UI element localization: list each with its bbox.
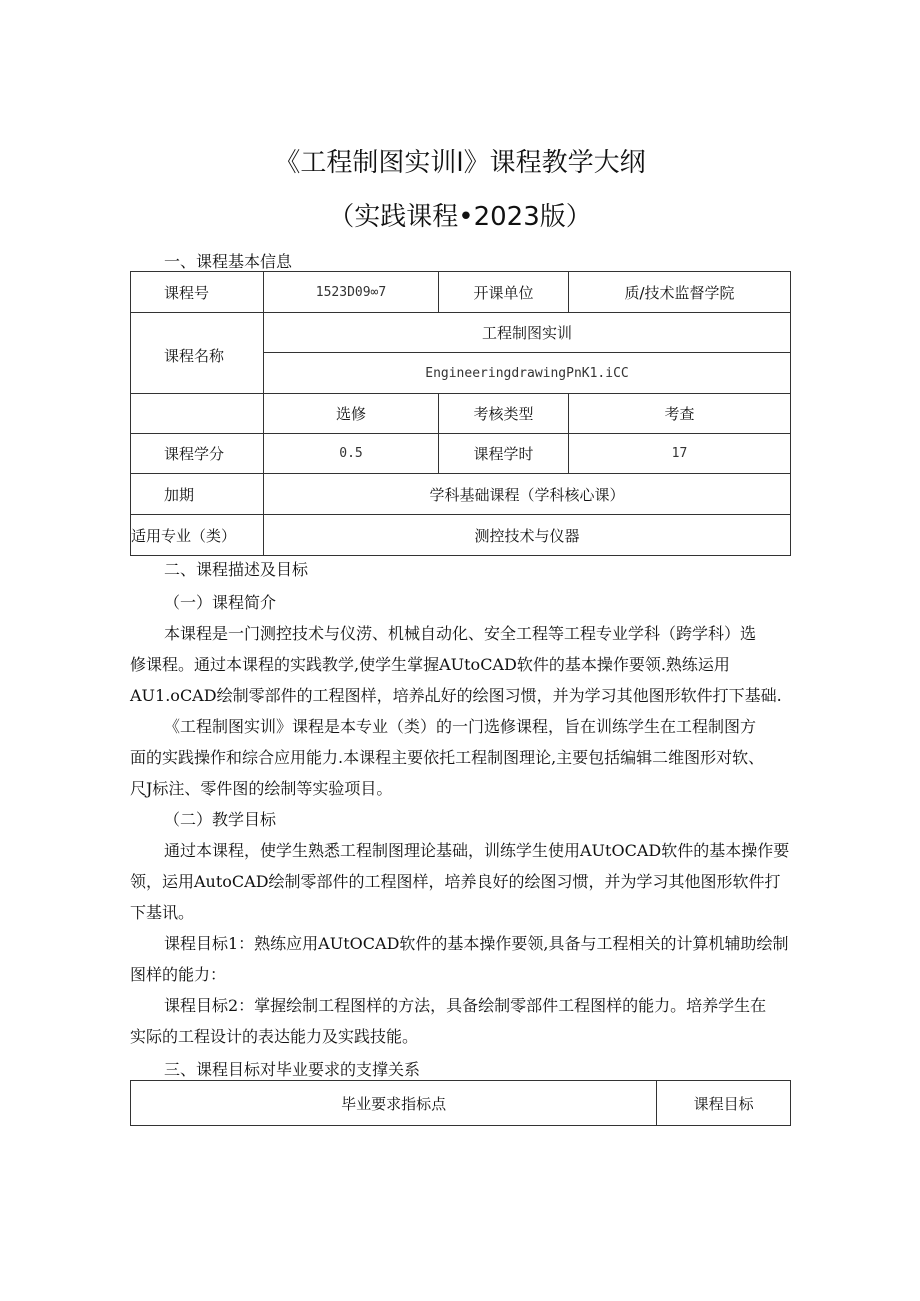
intro-line: 修课程。通过本课程的实践教学,使学生掌握AUtoCAD软件的基本操作要领.熟练运用: [130, 655, 730, 674]
intro-line: 本课程是一门测控技术与仪涝、机械自动化、安全工程等工程专业学科（跨学科）选: [164, 624, 757, 643]
support-col-goal: 课程目标: [657, 1081, 791, 1126]
unit-label: 开课单位: [439, 272, 569, 313]
period-value: 学科基础课程（学科核心课）: [264, 474, 791, 515]
course-type-value: 选修: [264, 394, 439, 434]
goal-line: 领，运用AutoCAD绘制零部件的工程图样，培养良好的绘图习惯，并为学习其他图形软件打: [130, 872, 781, 891]
goal-line: 图样的能力：: [130, 965, 227, 984]
intro-line: AU1.oCAD绘制零部件的工程图样，培养乩好的绘图习惯，并为学习其他图形软件打下基础.: [130, 686, 782, 705]
support-col-requirement: 毕业要求指标点: [131, 1081, 657, 1126]
course-name-en: EngineeringdrawingPnK1.iCC: [264, 353, 791, 394]
course-no-value: 1523D09∞7: [264, 272, 439, 313]
period-label: 加期: [131, 474, 264, 515]
major-value: 测控技术与仪器: [264, 515, 791, 556]
course-name-label: 课程名称: [131, 313, 264, 394]
course-no-label: 课程号: [131, 272, 264, 313]
subheading-goals: （二）教学目标: [164, 810, 277, 829]
section-heading-basic-info: 一、课程基本信息: [164, 252, 293, 271]
support-table: [130, 1080, 791, 1126]
subheading-intro: （一）课程简介: [164, 593, 277, 612]
exam-type-value: 考查: [569, 394, 791, 434]
hours-label: 课程学时: [439, 434, 569, 474]
intro-line: 尺J标注、零件图的绘制等实验项目。: [130, 779, 393, 798]
goal-line: 下基讯。: [130, 903, 195, 922]
section-heading-support: 三、课程目标对毕业要求的支撑关系: [164, 1060, 421, 1079]
credit-label: 课程学分: [131, 434, 264, 474]
goal-line: 课程目标1：熟练应用AUtOCAD软件的基本操作要领,具备与工程相关的计算机辅助绘制: [164, 934, 789, 953]
exam-type-label: 考核类型: [439, 394, 569, 434]
intro-line: 面的实践操作和综合应用能力.本课程主要依托工程制图理论,主要包括编辑二维图形对软、: [130, 748, 765, 767]
hours-value: 17: [569, 434, 791, 474]
unit-value: 质/技术监督学院: [569, 272, 791, 313]
major-label: 适用专业（类）: [131, 515, 264, 556]
goal-line: 课程目标2：掌握绘制工程图样的方法，具备绘制零部件工程图样的能力。培养学生在: [164, 996, 767, 1015]
credit-value: 0.5: [264, 434, 439, 474]
goal-line: 通过本课程，使学生熟悉工程制图理论基础，训练学生使用AUtOCAD软件的基本操作要: [164, 841, 790, 860]
intro-line: 《工程制图实训》课程是本专业（类）的一门选修课程，旨在训练学生在工程制图方: [164, 717, 757, 736]
course-info-table: [130, 271, 791, 556]
course-name-cn: 工程制图实训: [264, 313, 791, 353]
goal-line: 实际的工程设计的表达能力及实践技能。: [130, 1027, 419, 1046]
section-heading-description: 二、课程描述及目标: [164, 560, 309, 579]
document-title: 《工程制图实训l》课程教学大纲: [274, 148, 646, 178]
empty-cell: [131, 394, 264, 434]
document-subtitle: （实践课程•2023版）: [328, 202, 592, 232]
